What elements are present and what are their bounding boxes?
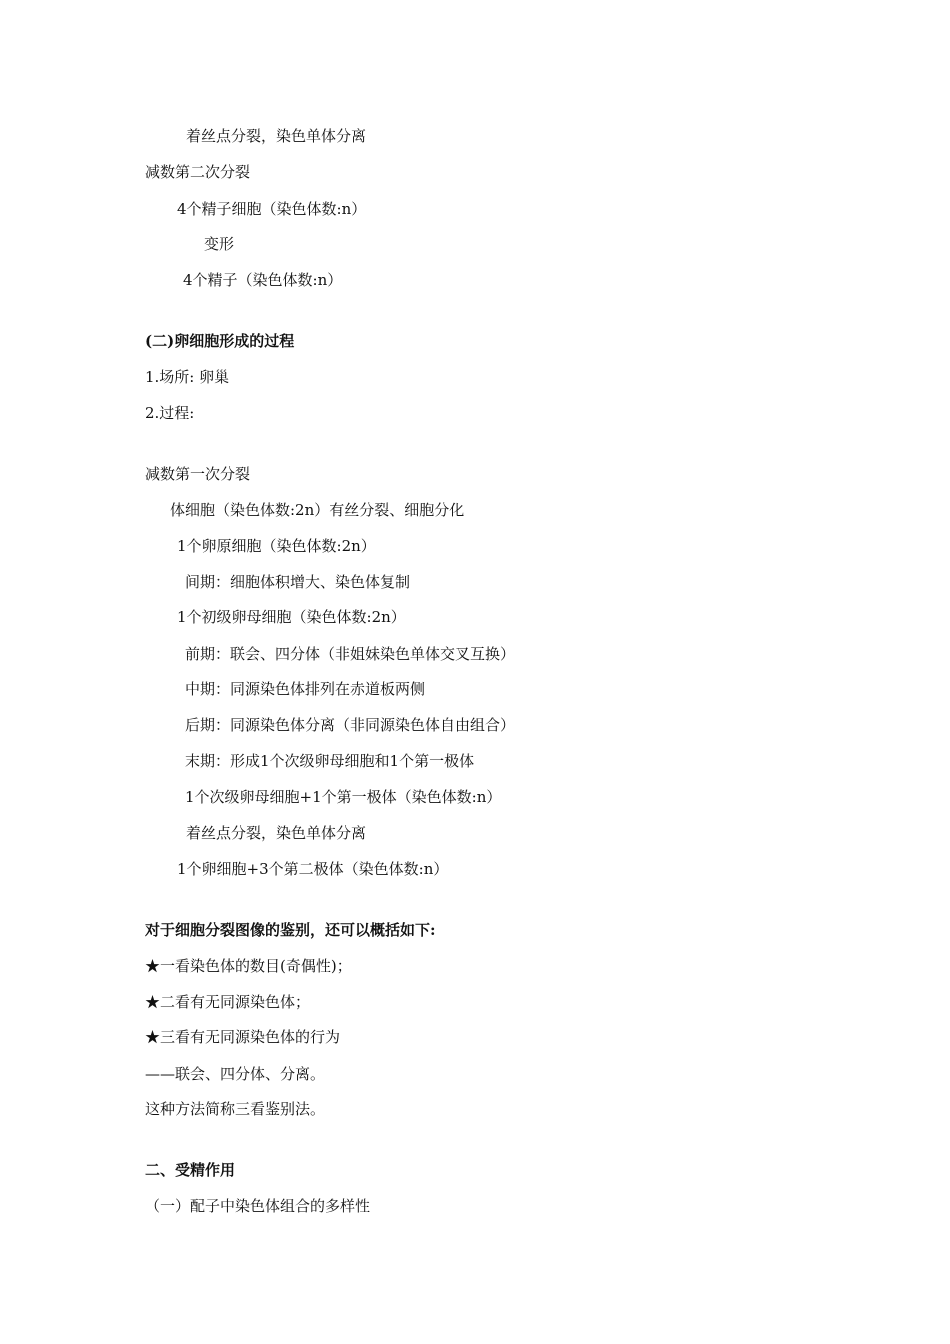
text-line: 中期：同源染色体排列在赤道板两侧 bbox=[185, 680, 426, 698]
text-line: 变形 bbox=[204, 235, 235, 253]
section-heading: (二)卵细胞形成的过程 bbox=[145, 332, 295, 350]
section-heading: 对于细胞分裂图像的鉴别，还可以概括如下: bbox=[145, 921, 436, 939]
text-line: 4个精子细胞（染色体数:n） bbox=[177, 200, 367, 218]
text-line: 着丝点分裂，染色单体分离 bbox=[186, 824, 367, 842]
text-line: 1.场所: 卵巢 bbox=[145, 368, 230, 386]
text-line: 1个次级卵母细胞+1个第一极体（染色体数:n） bbox=[185, 788, 502, 806]
text-line: 2.过程: bbox=[145, 404, 195, 422]
section-heading: 二、受精作用 bbox=[145, 1161, 236, 1179]
text-line: 体细胞（染色体数:2n）有丝分裂、细胞分化 bbox=[170, 501, 465, 519]
text-line: 减数第二次分裂 bbox=[145, 163, 251, 181]
list-item: ★三看有无同源染色体的行为 bbox=[145, 1028, 341, 1046]
text-line: 间期：细胞体积增大、染色体复制 bbox=[185, 573, 411, 591]
text-line: 减数第一次分裂 bbox=[145, 465, 251, 483]
text-line: （一）配子中染色体组合的多样性 bbox=[145, 1197, 371, 1215]
text-line: 后期：同源染色体分离（非同源染色体自由组合） bbox=[185, 716, 516, 734]
text-line: 末期：形成1个次级卵母细胞和1个第一极体 bbox=[185, 752, 475, 770]
text-line: 着丝点分裂，染色单体分离 bbox=[186, 127, 367, 145]
text-line: 1个初级卵母细胞（染色体数:2n） bbox=[177, 608, 406, 626]
text-line: 前期：联会、四分体（非姐妹染色单体交叉互换） bbox=[185, 645, 516, 663]
text-line: 这种方法简称三看鉴别法。 bbox=[145, 1100, 326, 1118]
text-line: ——联会、四分体、分离。 bbox=[145, 1065, 326, 1083]
text-line: 1个卵细胞+3个第二极体（染色体数:n） bbox=[177, 860, 449, 878]
list-item: ★一看染色体的数目(奇偶性)； bbox=[145, 957, 352, 975]
text-line: 1个卵原细胞（染色体数:2n） bbox=[177, 537, 376, 555]
text-line: 4个精子（染色体数:n） bbox=[183, 271, 343, 289]
list-item: ★二看有无同源染色体； bbox=[145, 993, 311, 1011]
